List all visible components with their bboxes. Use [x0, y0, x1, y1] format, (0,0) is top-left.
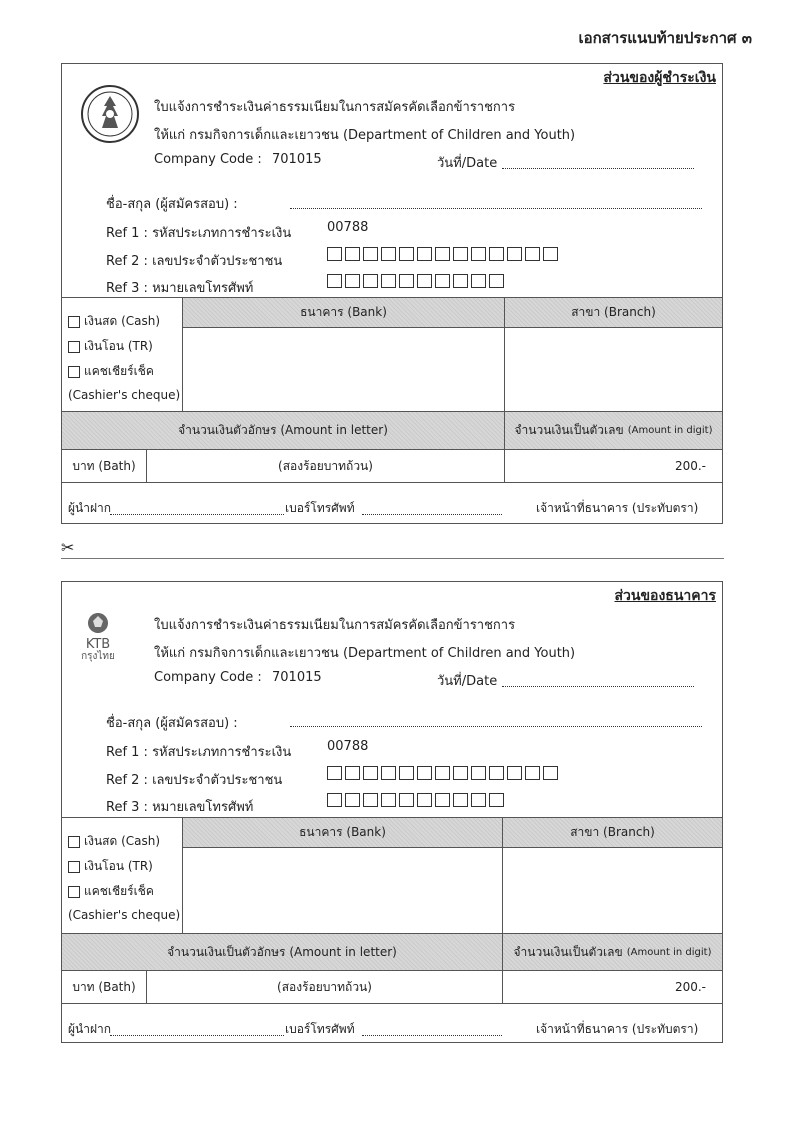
date-field[interactable] [502, 686, 694, 687]
amount-digit-value: 200.- [504, 449, 722, 482]
ktb-logo-text-th: กรุงไทย [81, 651, 115, 662]
name-label: ชื่อ-สกุล (ผู้สมัครสอบ) : [106, 716, 238, 731]
ref2-label: Ref 2 : เลขประจำตัวประชาชน [106, 773, 283, 788]
company-code-label: Company Code : [154, 670, 262, 685]
ref1-value: 00788 [327, 739, 369, 754]
ktb-logo-text: KTB [85, 637, 111, 652]
phone-number-boxes[interactable] [327, 793, 504, 807]
branch-header: สาขา (Branch) [504, 298, 722, 327]
checkbox-icon[interactable] [68, 861, 80, 873]
company-code-value: 701015 [272, 670, 322, 685]
company-code-label: Company Code : [154, 152, 262, 167]
ref3-label: Ref 3 : หมายเลขโทรศัพท์ [106, 281, 254, 296]
slip-title-line1: ใบแจ้งการชำระเงินค่าธรรมเนียมในการสมัครคัดเลือกข้าราชการ [154, 618, 516, 633]
cashier-cheque-en: (Cashier's cheque) [68, 908, 181, 922]
phone-field[interactable] [362, 1035, 502, 1036]
company-code-value: 701015 [272, 152, 322, 167]
phone-label: เบอร์โทรศัพท์ [285, 501, 355, 515]
national-id-boxes[interactable] [327, 766, 558, 780]
name-field[interactable] [290, 726, 702, 727]
bank-header: ธนาคาร (Bank) [182, 298, 504, 327]
bank-field[interactable] [182, 327, 504, 411]
currency-label: บาท (Bath) [62, 970, 146, 1003]
name-field[interactable] [290, 208, 702, 209]
checkbox-icon[interactable] [68, 341, 80, 353]
cashier-cheque-option[interactable]: แคชเชียร์เช็ค [68, 362, 154, 381]
date-field[interactable] [502, 168, 694, 169]
signature-row [62, 1003, 722, 1044]
government-seal-icon [80, 84, 140, 148]
phone-field[interactable] [362, 514, 502, 515]
amount-letter-value: (สองร้อยบาทถ้วน) [146, 449, 504, 482]
scissors-icon: ✂ [61, 538, 75, 557]
bank-slip [61, 581, 723, 1043]
ref1-label: Ref 1 : รหัสประเภทการชำระเงิน [106, 745, 292, 760]
amount-letter-header: จำนวนเงินเป็นตัวอักษร (Amount in letter) [62, 933, 502, 970]
payment-table [62, 817, 722, 1044]
national-id-boxes[interactable] [327, 247, 558, 261]
branch-field[interactable] [502, 847, 722, 933]
signature-row [62, 482, 722, 525]
name-label: ชื่อ-สกุล (ผู้สมัครสอบ) : [106, 197, 238, 212]
cashier-cheque-en: (Cashier's cheque) [68, 388, 181, 402]
checkbox-icon[interactable] [68, 836, 80, 848]
depositor-label: ผู้นำฝาก [68, 501, 112, 515]
phone-number-boxes[interactable] [327, 274, 504, 288]
slip-title-line2: ให้แก่ กรมกิจการเด็กและเยาวชน (Department of Children and Youth) [154, 128, 576, 143]
depositor-field[interactable] [110, 514, 284, 515]
amount-digit-header: จำนวนเงินเป็นตัวเลข (Amount in digit) [502, 933, 722, 970]
amount-letter-value: (สองร้อยบาทถ้วน) [146, 970, 502, 1003]
cashier-cheque-option[interactable]: แคชเชียร์เช็ค [68, 882, 154, 901]
slip-title-line2: ให้แก่ กรมกิจการเด็กและเยาวชน (Department of Children and Youth) [154, 646, 576, 661]
document-header-note: เอกสารแนบท้ายประกาศ ๓ [578, 29, 752, 47]
depositor-field[interactable] [110, 1035, 284, 1036]
slip-title-line1: ใบแจ้งการชำระเงินค่าธรรมเนียมในการสมัครคัดเลือกข้าราชการ [154, 100, 516, 115]
payer-slip [61, 63, 723, 524]
phone-label: เบอร์โทรศัพท์ [285, 1022, 355, 1036]
payment-table [62, 297, 722, 525]
checkbox-icon[interactable] [68, 316, 80, 328]
ref3-label: Ref 3 : หมายเลขโทรศัพท์ [106, 800, 254, 815]
ktb-bank-logo-icon [78, 612, 118, 663]
depositor-label: ผู้นำฝาก [68, 1022, 112, 1036]
amount-digit-header: จำนวนเงินเป็นตัวเลข (Amount in digit) [504, 411, 722, 449]
bank-officer-label: เจ้าหน้าที่ธนาคาร (ประทับตรา) [536, 501, 699, 515]
cash-option[interactable]: เงินสด (Cash) [68, 312, 160, 331]
date-label: วันที่/Date [437, 674, 498, 689]
ref1-value: 00788 [327, 220, 369, 235]
cash-option[interactable]: เงินสด (Cash) [68, 832, 160, 851]
date-label: วันที่/Date [437, 156, 498, 171]
checkbox-icon[interactable] [68, 366, 80, 378]
bank-header: ธนาคาร (Bank) [182, 818, 502, 847]
ref2-label: Ref 2 : เลขประจำตัวประชาชน [106, 254, 283, 269]
branch-header: สาขา (Branch) [502, 818, 722, 847]
amount-letter-header: จำนวนเงินตัวอักษร (Amount in letter) [62, 411, 504, 449]
transfer-option[interactable]: เงินโอน (TR) [68, 337, 153, 356]
bank-officer-label: เจ้าหน้าที่ธนาคาร (ประทับตรา) [536, 1022, 699, 1036]
bank-field[interactable] [182, 847, 502, 933]
currency-label: บาท (Bath) [62, 449, 146, 482]
checkbox-icon[interactable] [68, 886, 80, 898]
part-label: ส่วนของผู้ชำระเงิน [603, 70, 716, 86]
ref1-label: Ref 1 : รหัสประเภทการชำระเงิน [106, 226, 292, 241]
cut-line [61, 558, 724, 559]
transfer-option[interactable]: เงินโอน (TR) [68, 857, 153, 876]
amount-digit-value: 200.- [502, 970, 722, 1003]
branch-field[interactable] [504, 327, 722, 411]
part-label: ส่วนของธนาคาร [614, 588, 716, 604]
